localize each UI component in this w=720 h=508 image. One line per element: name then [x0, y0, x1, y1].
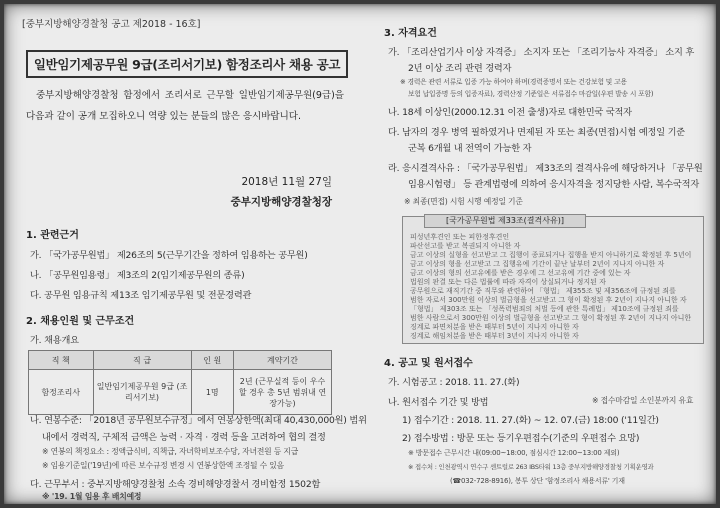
box-line: 파산선고를 받고 복권되지 아니한 자 [410, 242, 521, 250]
section-4-item: 가. 시험공고 : 2018. 11. 27.(화) [388, 377, 520, 388]
section-1-item: 나. 「공무원임용령」 제3조의 2(임기제공무원의 종류) [30, 270, 245, 281]
disqualification-box-title: [국가공무원법 제33조(결격사유)] [424, 214, 586, 228]
section-4-note: ※ 접수처 : 인천광역시 연수구 센트럴로 263 IBS타워 13층 중부지방해양경찰청 기획운영과 [408, 463, 654, 471]
box-line: 법원의 판결 또는 다른 법률에 따라 자격이 상실되거나 정지된 자 [410, 278, 606, 286]
box-line: 징계로 파면처분을 받은 때부터 5년이 지나지 아니한 자 [410, 323, 579, 331]
section-3-item: 나. 18세 이상인(2000.12.31 이전 출생)자로 대한민국 국적자 [388, 107, 632, 118]
box-line: 금고 이상의 형을 선고받고 그 집행유예 기간이 끝난 날부터 2년이 지나지 아니한 자 [410, 260, 665, 268]
section-4-note: ※ 방문접수 근무시간 내(09:00~18:00, 점심시간 12:00~13:00 제외) [408, 449, 620, 457]
section-2-item: 다. 근무부서 : 중부지방해양경찰청 소속 경비해양경찰서 경비함정 1502함 [30, 479, 321, 490]
section-3-item: 가. 「조리산업기사 이상 자격증」 소지자 또는 「조리기능사 자격증」 소지 후 [388, 47, 695, 58]
notice-title: 일반임기제공무원 9급(조리서기보) 함정조리사 채용 공고 [26, 50, 348, 78]
table-cell: 함정조리사 [29, 370, 94, 415]
section-2-item: 내에서 경력직, 구체적 금액은 능력 · 자격 · 경력 등을 고려하여 협의 결정 [42, 432, 326, 443]
notice-number: [중부지방해양경찰청 공고 제2018 - 16호] [22, 19, 201, 30]
section-3-title: 3. 자격요건 [384, 28, 437, 39]
table-cell: 2년 (근무실적 등이 우수할 경우 총 5년 범위내 연장가능) [233, 370, 331, 415]
table-header: 계약기간 [233, 351, 331, 370]
intro-paragraph: 중부지방해양경찰청 함정에서 조리서로 근무할 일반임기제공무원(9급)을 다음과 같이 공개 모집하오니 역량 있는 분들의 많은 응시바랍니다. [26, 90, 344, 122]
table-header: 직 급 [93, 351, 191, 370]
section-4-title: 4. 공고 및 원서접수 [384, 358, 473, 369]
section-4-note: (☎032-728-8916), 봉투 상단 '함정조리사 채용서류' 기재 [450, 477, 625, 485]
section-3-item: 군복 6개월 내 전역이 가능한 자 [408, 143, 532, 154]
section-2-note: ※ 연봉의 책정요소 : 정액급식비, 직책급, 자녀학비보조수당, 자녀전원 등 지급 [42, 447, 299, 456]
section-3-item: 라. 응시결격사유 : 「국가공무원법」 제33조의 결격사유에 해당하거나 「공무원 [388, 163, 703, 174]
box-line: 「형법」 제303조 또는 「성폭력범죄의 처벌 등에 관한 특례법」 제10조에 규정된 죄를 [410, 305, 679, 313]
section-4-item: 2) 접수방법 : 방문 또는 등기우편접수(기준의 우편접수 요망) [402, 433, 640, 444]
section-3-item: 2년 이상 조리 관련 경력자 [408, 63, 512, 74]
table-header: 직 책 [29, 351, 94, 370]
section-2-note: ※ 임용기준일('19년)에 따른 보수규정 변경 시 연봉상한액 조정될 수 있음 [42, 461, 284, 470]
box-line: 공무원으로 재직기간 중 직무와 관련하여 「형법」 제355조 및 제356조에 규정된 죄를 [410, 287, 676, 295]
section-4-item: 1) 접수기간 : 2018. 11. 27.(화) ~ 12. 07.(금) 18:00 ('11일간) [402, 415, 659, 426]
section-4-item: 나. 원서접수 기간 및 방법 [388, 397, 489, 408]
section-3-note: ※ 경력은 관련 서류로 입증 가능 하여야 하며(경력증명서 또는 건강보험 및 고용 [400, 78, 627, 86]
section-2-sub-a: 가. 채용개요 [30, 335, 79, 346]
box-line: 범한 사람으로서 300만원 이상의 벌금형을 선고받고 그 형이 확정된 후 2년이 지나지 아니한 [410, 314, 692, 322]
table-cell: 일반임기제공무원 9급 (조리서기보) [93, 370, 191, 415]
box-line: 피성년후견인 또는 피한정후견인 [410, 233, 510, 241]
section-4-note: ※ 접수마감일 소인분까지 유효 [592, 396, 694, 405]
box-line: 징계로 해임처분을 받은 때부터 3년이 지나지 아니한 자 [410, 332, 579, 340]
section-3-note: 보험 납입증명 등의 입증자료), 경력산정 기준일은 서류접수 마감일(우편 발송 시 포함) [408, 90, 654, 98]
section-1-item: 가. 「국가공무원법」 제26조의 5(근무기간을 정하여 임용하는 공무원) [30, 250, 308, 261]
table-cell: 1명 [191, 370, 233, 415]
section-3-item: 다. 남자의 경우 병역 필하였거나 면제된 자 또는 최종(면접)시험 예정일 기준 [388, 127, 685, 138]
section-1-title: 1. 관련근거 [26, 230, 79, 241]
section-2-title: 2. 채용인원 및 근무조건 [26, 316, 135, 327]
box-line: 금고 이상의 실형을 선고받고 그 집행이 종료되거나 집행을 받지 아니하기로 확정된 후 5년이 [410, 251, 692, 259]
table-header: 인 원 [191, 351, 233, 370]
box-line: 금고 이상의 형의 선고유예를 받은 경우에 그 선고유예 기간 중에 있는 자 [410, 269, 631, 277]
section-2-note: ※ '19. 1월 임용 후 배치예정 [42, 492, 142, 501]
section-2-item: 나. 연봉수준: 「2018년 공무원보수규정」에서 연봉상한액(최대 40,430,000원) 범위 [30, 415, 367, 426]
issuing-organization: 중부지방해양경찰청장 [230, 196, 332, 208]
section-3-item: 임용시험령」 등 관계법령에 의하여 응시자격을 정지당한 사람, 복수국적자 [408, 179, 700, 190]
section-3-note: ※ 최종(면접) 시험 시행 예정일 기준 [404, 197, 523, 206]
section-1-item: 다. 공무원 임용규칙 제13조 임기제공무원 및 전문경력관 [30, 290, 252, 301]
position-table [28, 350, 332, 415]
notice-date: 2018년 11월 27일 [241, 176, 332, 188]
box-line: 범한 자로서 300만원 이상의 벌금형을 선고받고 그 형이 확정된 후 2년이 지나지 아니한 자 [410, 296, 687, 304]
notice-document [4, 4, 716, 504]
